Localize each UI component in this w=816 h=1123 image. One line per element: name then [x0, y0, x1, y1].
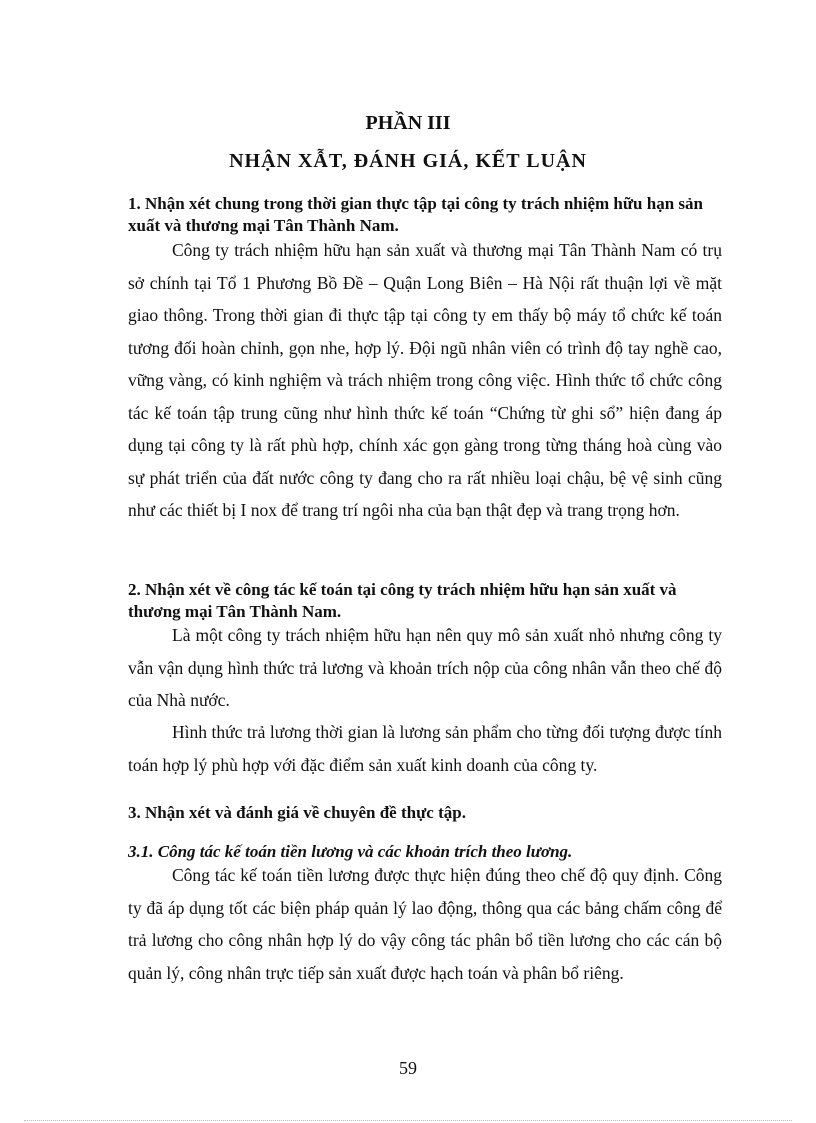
section-3-heading: 3. Nhận xét và đánh giá về chuyên đề thực tập. [128, 803, 466, 822]
main-title: NHẬN XẪT, ĐÁNH GIÁ, KẾT LUẬN [229, 150, 587, 172]
footer-divider [24, 1120, 792, 1121]
section-2-paragraph-1: Là một công ty trách nhiệm hữu hạn nên quy mô sản xuất nhỏ nhưng công ty vẫn vận dụng hình thức trả lương và khoản trích nộp của công nhân vẫn theo chế độ của Nhà nước. [128, 625, 722, 710]
section-1-paragraph: Công ty trách nhiệm hữu hạn sản xuất và thương mại Tân Thành Nam có trụ sở chính tại Tổ 1 Phương Bồ Đề – Quận Long Biên – Hà Nội rất thuận lợi về mặt giao thông. Trong thời gian đi thực tập tại công ty em thấy bộ máy tổ chức kế toán tương đối hoàn chỉnh, gọn nhe, hợp lý. Đội ngũ nhân viên có trình độ tay nghề cao, vững vàng, có kinh nghiệm và trách nhiệm trong công việc. Hình thức tổ chức công tác kế toán tập trung cũng như hình thức kế toán “Chứng từ ghi sổ” hiện đang áp dụng tại công ty là rất phù hợp, chính xác gọn gàng trong từng tháng hoà cùng vào sự phát triển của đất nước công ty đang cho ra rất nhiều loại chậu, bệ vệ sinh cũng như các thiết bị I nox để trang trí ngôi nha của bạn thật đẹp và trang trọng hơn. [128, 240, 722, 520]
section-2-heading: 2. Nhận xét về công tác kế toán tại công ty trách nhiệm hữu hạn sản xuất và thương mại Tân Thành Nam. [128, 580, 677, 621]
section-1-heading: 1. Nhận xét chung trong thời gian thực tập tại công ty trách nhiệm hữu hạn sản xuất và thương mại Tân Thành Nam. [128, 194, 703, 235]
page-number: 59 [399, 1058, 417, 1078]
part-label: PHẦN III [365, 112, 451, 134]
section-3-1-subheading: 3.1. Công tác kế toán tiền lương và các khoản trích theo lương. [128, 842, 573, 861]
section-2-paragraph-2: Hình thức trả lương thời gian là lương sản phẩm cho từng đối tượng được tính toán hợp lý phù hợp với đặc điểm sản xuất kinh doanh của công ty. [128, 722, 722, 775]
section-3-paragraph: Công tác kế toán tiền lương được thực hiện đúng theo chế độ quy định. Công ty đã áp dụng tốt các biện pháp quản lý lao động, thông qua các bảng chấm công để trả lương cho công nhân hợp lý do vậy công tác phân bổ tiền lương cho các cán bộ quản lý, công nhân trực tiếp sản xuất được hạch toán và phân bổ riêng. [128, 865, 722, 983]
